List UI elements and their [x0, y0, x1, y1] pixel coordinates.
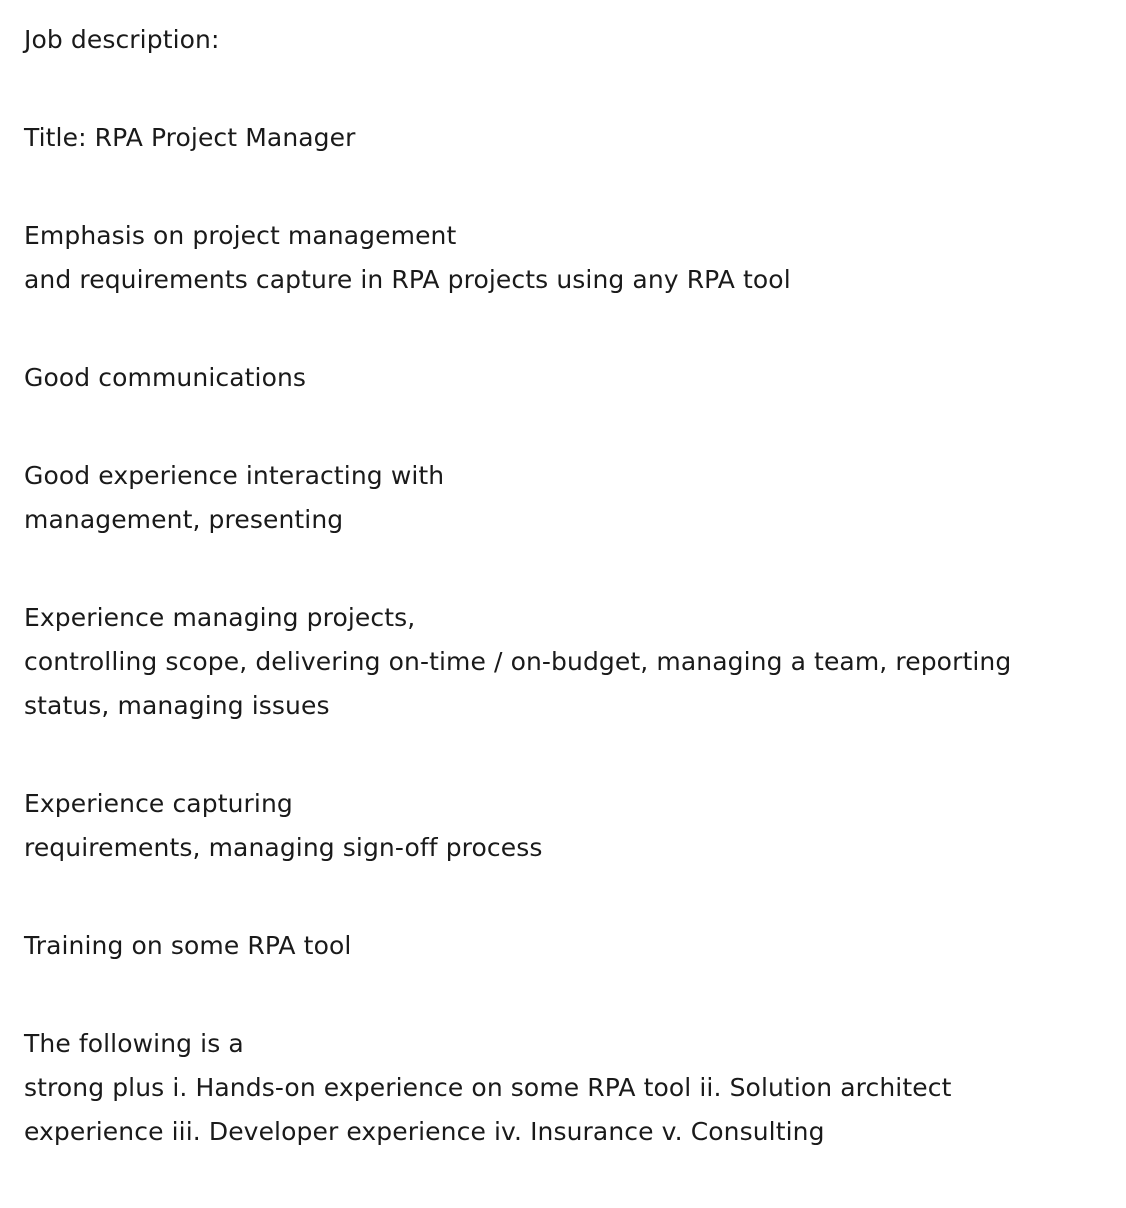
job-title — [24, 116, 1104, 160]
paragraph-line: Good experience interacting with — [24, 461, 445, 490]
job-title-text: Title: RPA Project Manager — [24, 123, 356, 152]
heading-text: Job description: — [24, 25, 220, 54]
paragraph-line: strong plus i. Hands-on experience on some RPA tool ii. Solution architect — [24, 1073, 952, 1102]
paragraph-line: and requirements capture in RPA projects using any RPA tool — [24, 265, 791, 294]
job-description-document — [24, 18, 1104, 1208]
paragraph-line: The following is a — [24, 1029, 244, 1058]
paragraph-managing-projects — [24, 596, 1104, 728]
paragraph-line: requirements, managing sign-off process — [24, 833, 543, 862]
document-heading — [24, 18, 1104, 62]
paragraph-line: Training on some RPA tool — [24, 931, 352, 960]
paragraph-management-interaction — [24, 454, 1104, 542]
paragraph-line: Experience managing projects, — [24, 603, 416, 632]
paragraph-line: management, presenting — [24, 505, 344, 534]
paragraph-line: status, managing issues — [24, 691, 330, 720]
paragraph-communications — [24, 356, 1104, 400]
paragraph-line: Emphasis on project management — [24, 221, 457, 250]
paragraph-emphasis — [24, 214, 1104, 302]
paragraph-line: Good communications — [24, 363, 307, 392]
paragraph-line: Experience capturing — [24, 789, 293, 818]
paragraph-strong-plus — [24, 1022, 1104, 1154]
paragraph-training — [24, 924, 1104, 968]
paragraph-capturing-requirements — [24, 782, 1104, 870]
paragraph-line: experience iii. Developer experience iv. Insurance v. Consulting — [24, 1117, 825, 1146]
paragraph-line: controlling scope, delivering on-time / on-budget, managing a team, reporting — [24, 647, 1012, 676]
